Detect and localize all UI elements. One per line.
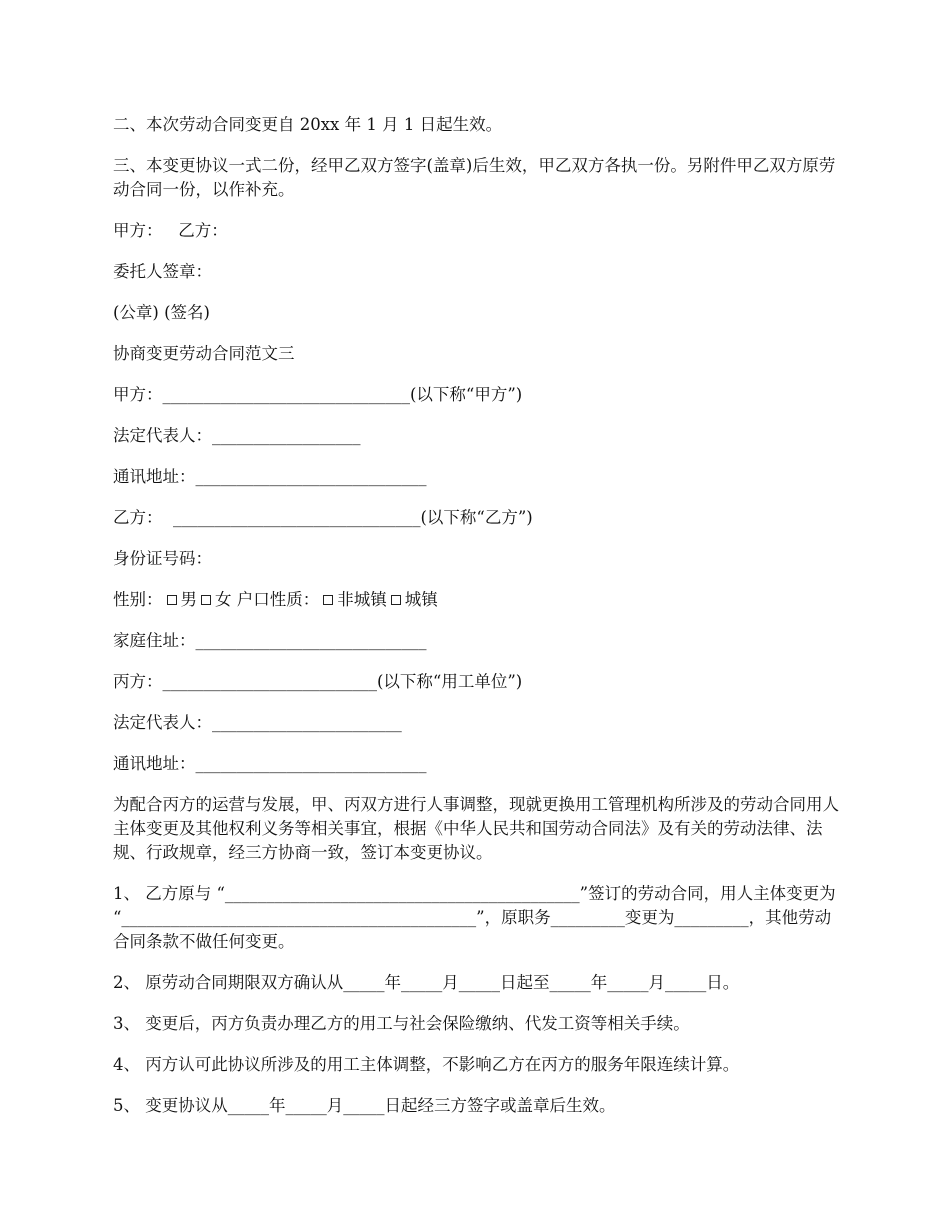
party-c-field: 丙方：__________________________(以下称“用工单位”)	[113, 672, 523, 691]
female-household-label: 女 户口性质：	[215, 590, 320, 609]
document-page	[113, 113, 841, 1135]
clause-3: 3、 变更后，丙方负责办理乙方的用工与社会保险缴纳、代发工资等相关手续。	[113, 1014, 690, 1033]
clause-4: 4、 丙方认可此协议所涉及的用工主体调整，不影响乙方在丙方的服务年限连续计算。	[113, 1055, 740, 1074]
id-number-field: 身份证号码：	[113, 549, 212, 568]
party-c-address-field: 通讯地址：____________________________	[113, 754, 427, 773]
party-a-field: 甲方：______________________________(以下称“甲方”)	[113, 385, 523, 404]
checkbox-non-urban[interactable]	[323, 595, 333, 605]
clause-effective-date: 二、本次劳动合同变更自 20xx 年 1 月 1 日起生效。	[113, 115, 503, 134]
clause-5: 5、 变更协议从_____年_____月_____日起经三方签字或盖章后生效。	[113, 1096, 616, 1115]
urban-label: 城镇	[404, 590, 438, 609]
party-b-field: 乙方： ______________________________(以下称“乙方”)	[113, 508, 533, 527]
gender-label: 性别：	[113, 590, 163, 609]
party-a-address-field: 通讯地址：____________________________	[113, 467, 427, 486]
clause-2: 2、 原劳动合同期限双方确认从_____年_____月_____日起至_____年_____月_____日。	[113, 973, 740, 992]
clause-1: 1、 乙方原与 “___________________________________________”签订的劳动合同，用人主体变更为 “___________________________________________”，原职务_________变更为_________，其他劳动合同条款不做任何变更。	[113, 884, 841, 951]
checkbox-urban[interactable]	[391, 595, 401, 605]
home-address-field: 家庭住址：____________________________	[113, 631, 427, 650]
checkbox-male[interactable]	[167, 595, 177, 605]
party-c-representative-field: 法定代表人：_______________________	[113, 713, 402, 732]
party-a-representative-field: 法定代表人：__________________	[113, 426, 361, 445]
agent-signature-line: 委托人签章：	[113, 262, 212, 281]
male-label: 男	[180, 590, 197, 609]
section-title: 协商变更劳动合同范文三	[113, 344, 295, 363]
seal-signature-line: (公章) (签名)	[113, 303, 210, 322]
preamble-paragraph: 为配合丙方的运营与发展，甲、丙双方进行人事调整，现就更换用工管理机构所涉及的劳动合同用人主体变更及其他权利义务等相关事宜，根据《中华人民共和国劳动合同法》及有关的劳动法律、法规、行政规章，经三方协商一致，签订本变更协议。	[113, 795, 839, 862]
non-urban-label: 非城镇	[337, 590, 387, 609]
checkbox-female[interactable]	[201, 595, 211, 605]
gender-household-line	[113, 588, 841, 612]
party-signature-line: 甲方： 乙方：	[113, 221, 228, 240]
clause-copies: 三、本变更协议一式二份，经甲乙双方签字(盖章)后生效，甲乙双方各执一份。另附件甲乙双方原劳动合同一份，以作补充。	[113, 156, 836, 199]
